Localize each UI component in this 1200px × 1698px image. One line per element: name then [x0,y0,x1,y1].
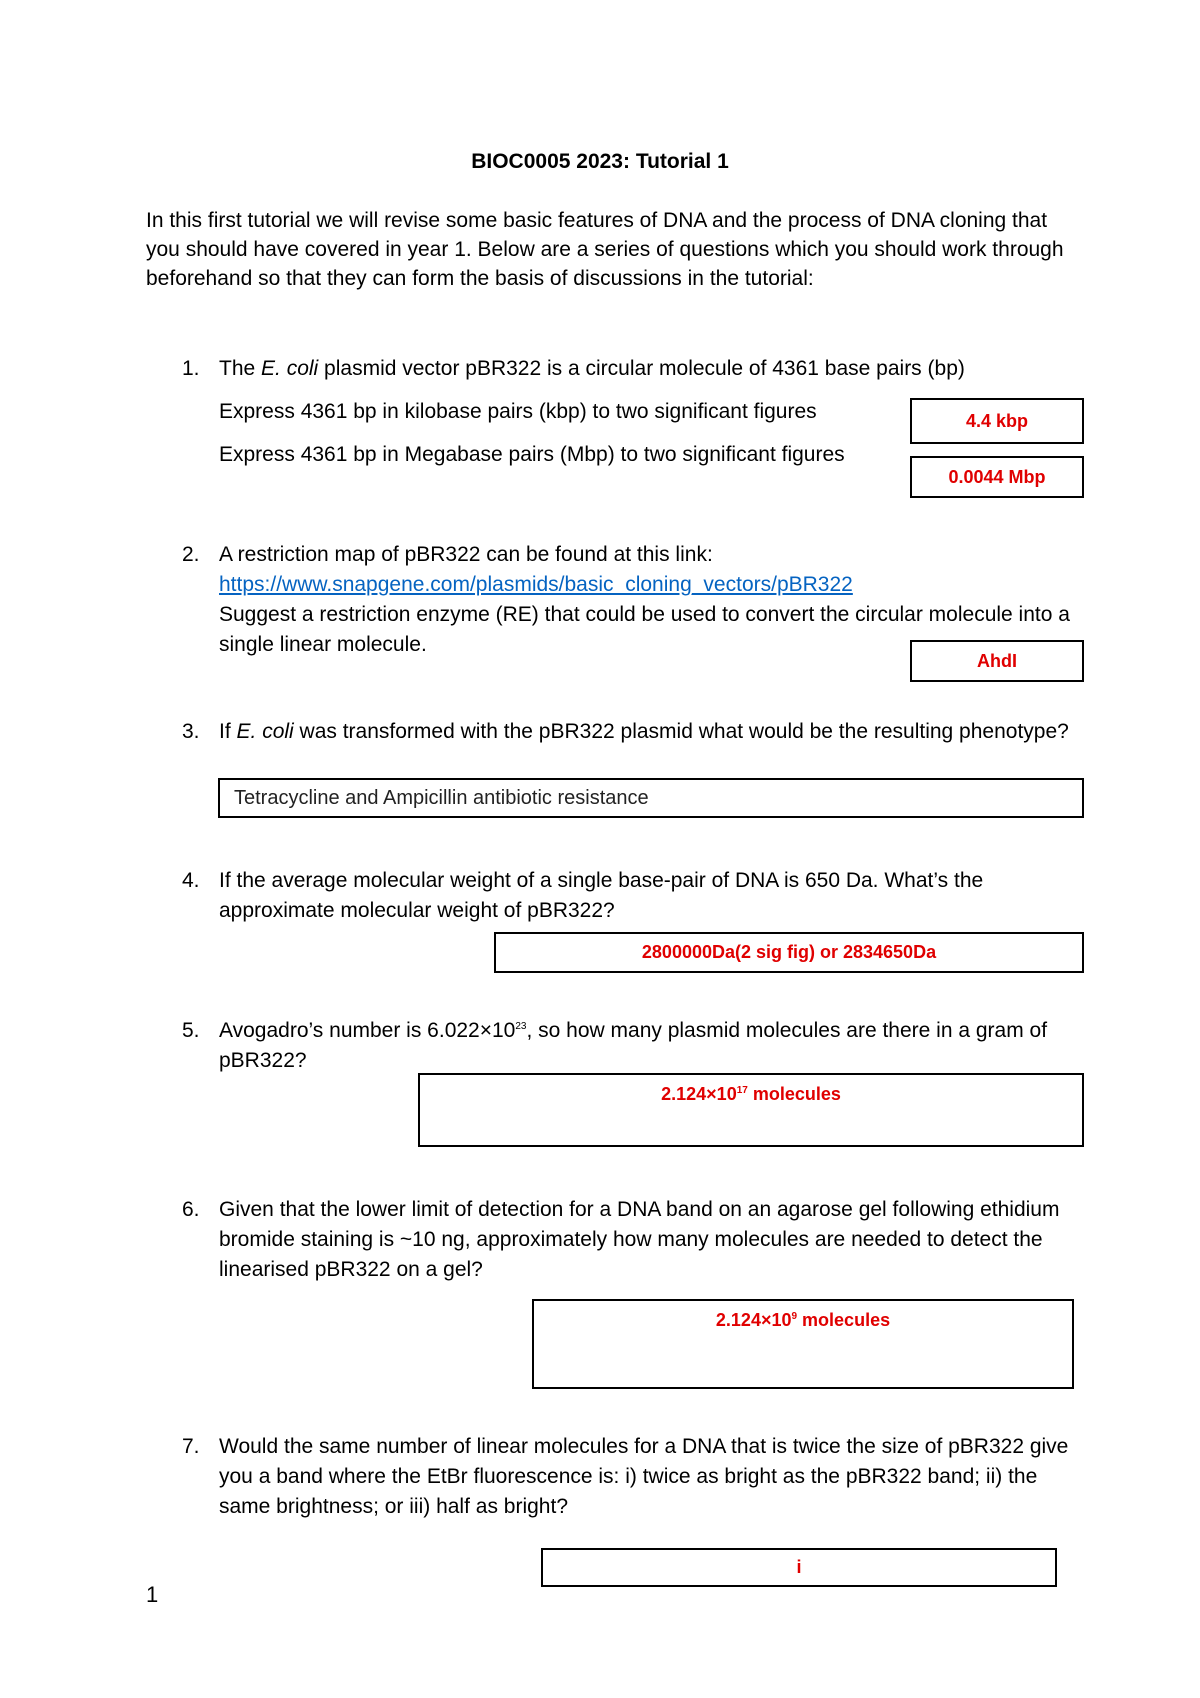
question-7-number: 7. [182,1435,200,1458]
question-2-number: 2. [182,543,200,566]
question-5-text-sup: 23 [515,1021,527,1032]
question-2-text-2: Suggest a restriction enzyme (RE) that could be used to convert the circular molecule into a single linear molecule. [219,603,1070,656]
answer-box-4[interactable]: 2800000Da(2 sig fig) or 2834650Da [494,932,1084,973]
question-5-text-after: , so how many plasmid molecules are there in a gram of pBR322? [219,1019,1048,1072]
question-3-number: 3. [182,720,200,743]
question-6-text: Given that the lower limit of detection for a DNA band on an agarose gel following ethidium bromide staining is ~10 ng, approximately how many molecules are needed to detect the linearised pBR322 on a gel? [219,1198,1060,1281]
question-1-text-before: The [219,357,262,380]
answer-5-base: 2.124×10 [661,1084,737,1104]
page-title: BIOC0005 2023: Tutorial 1 [471,150,729,173]
question-7-text: Would the same number of linear molecules for a DNA that is twice the size of pBR322 give you a band where the EtBr fluorescence is: i) twice as bright as the pBR322 band; ii) the same brightness; or iii) half as bright? [219,1435,1069,1518]
answer-5-after: molecules [747,1084,841,1104]
question-6-number: 6. [182,1198,200,1221]
question-1-text-italic: E. coli [261,357,319,380]
answer-box-5[interactable] [418,1073,1084,1147]
intro-paragraph: In this first tutorial we will revise some basic features of DNA and the process of DNA cloning that you should have covered in year 1. Below are a series of questions which you should work through beforehand so that they can form the basis of discussions in the tutorial: [146,209,1064,290]
question-1-sub-kbp: Express 4361 bp in kilobase pairs (kbp) to two significant figures [219,400,817,423]
answer-6-after: molecules [797,1310,891,1330]
question-4-text: If the average molecular weight of a single base-pair of DNA is 650 Da. What’s the approximate molecular weight of pBR322? [219,869,984,922]
question-3-text-before: If [219,720,237,743]
answer-box-2[interactable]: AhdI [910,640,1084,682]
question-4-number: 4. [182,869,200,892]
question-1-text [219,354,1099,384]
answer-box-1-kbp[interactable]: 4.4 kbp [910,398,1084,444]
question-5-text [219,1016,1079,1076]
question-1-number: 1. [182,357,200,380]
answer-box-7[interactable]: i [541,1548,1057,1587]
question-1-text-after: plasmid vector pBR322 is a circular molecule of 4361 base pairs (bp) [318,357,965,380]
question-1-sub-mbp: Express 4361 bp in Megabase pairs (Mbp) to two significant figures [219,443,845,466]
answer-6-base: 2.124×10 [715,1310,792,1330]
question-5-text-before: Avogadro’s number is 6.022×10 [219,1019,516,1042]
answer-5-sup: 17 [736,1085,748,1096]
answer-box-6[interactable] [532,1299,1074,1389]
question-3-text-after: was transformed with the pBR322 plasmid what would be the resulting phenotype? [293,720,1069,743]
answer-box-1-mbp[interactable]: 0.0044 Mbp [910,456,1084,498]
question-2-text: A restriction map of pBR322 can be found at this link: [219,543,713,566]
question-5-number: 5. [182,1019,200,1042]
answer-6-sup: 9 [791,1311,798,1322]
question-3-text [219,717,1079,747]
pbr322-map-link[interactable]: https://www.snapgene.com/plasmids/basic_cloning_vectors/pBR322 [219,573,853,596]
answer-box-3[interactable]: Tetracycline and Ampicillin antibiotic resistance [218,778,1084,818]
question-3-text-italic: E. coli [236,720,294,743]
page-number: 1 [146,1582,159,1607]
